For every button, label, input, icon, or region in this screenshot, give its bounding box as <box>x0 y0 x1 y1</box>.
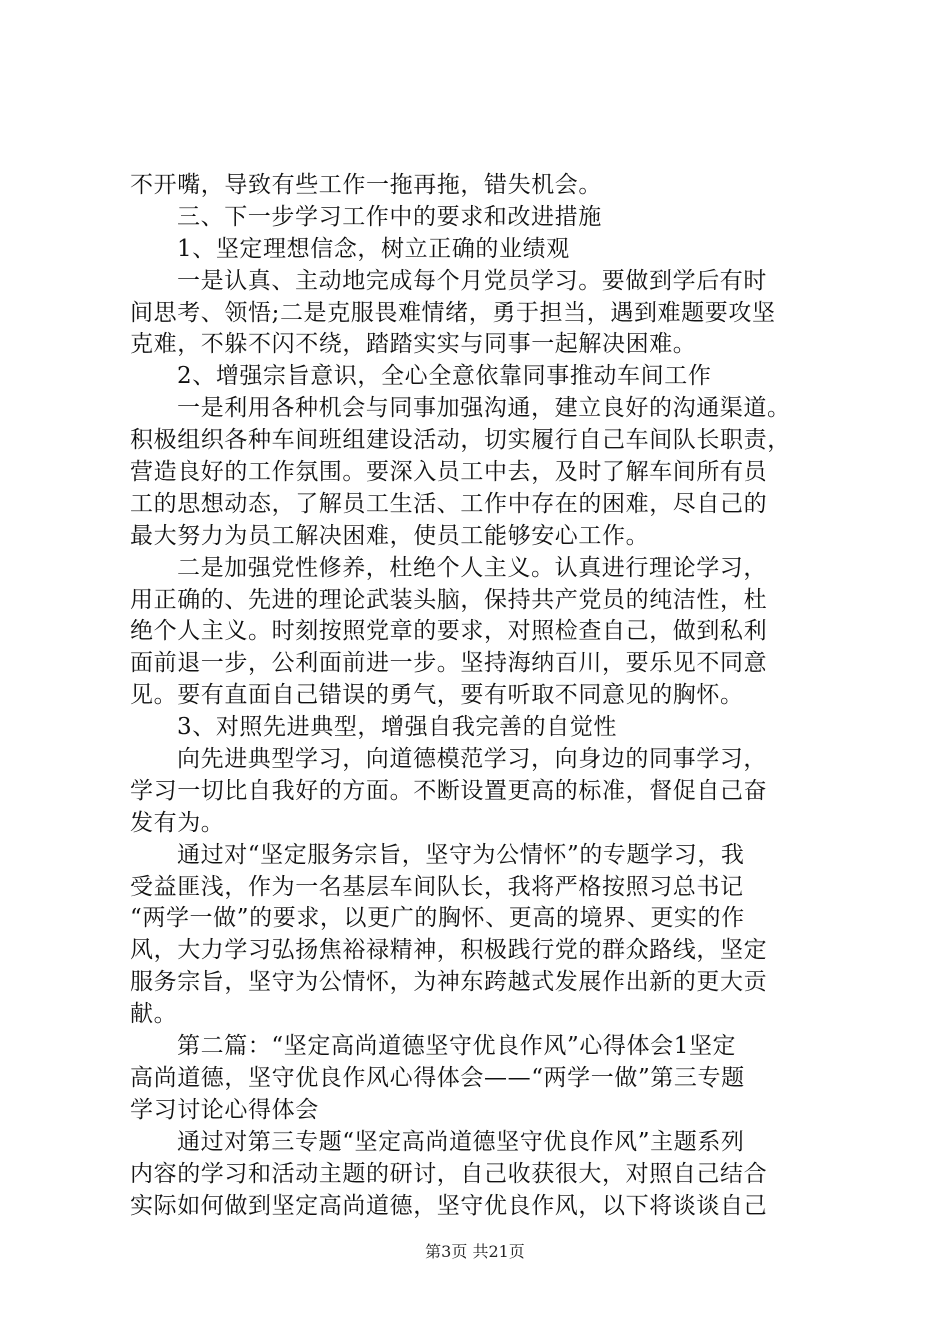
text-line: 二是加强党性修养，杜绝个人主义。认真进行理论学习， <box>177 554 767 581</box>
text-line: 绝个人主义。时刻按照党章的要求，对照检查自己，做到私利 <box>130 618 768 645</box>
text-line: 献。 <box>130 1001 178 1028</box>
text-line: 服务宗旨，坚守为公情怀，为神东跨越式发展作出新的更大贡 <box>130 969 768 996</box>
text-line: 1、坚定理想信念，树立正确的业绩观 <box>177 235 570 262</box>
text-line: 第二篇：“坚定高尚道德坚守优良作风”心得体会1坚定 <box>177 1033 737 1060</box>
text-line: 营造良好的工作氛围。要深入员工中去，及时了解车间所有员 <box>130 459 768 486</box>
page-number-footer: 第3页 共21页 <box>425 1242 525 1261</box>
text-line: 实际如何做到坚定高尚道德，坚守优良作风，以下将谈谈自己 <box>130 1192 768 1219</box>
text-line: 三、下一步学习工作中的要求和改进措施 <box>177 203 602 230</box>
text-line: 2、增强宗旨意识，全心全意依靠同事推动车间工作 <box>177 363 712 390</box>
document-body <box>130 170 830 1222</box>
text-line: 一是认真、主动地完成每个月党员学习。要做到学后有时 <box>177 267 767 294</box>
text-line: 不开嘴，导致有些工作一拖再拖，错失机会。 <box>130 172 602 198</box>
text-line: 面前退一步，公利面前进一步。坚持海纳百川，要乐见不同意 <box>130 650 768 677</box>
text-line: 积极组织各种车间班组建设活动，切实履行自己车间队长职责， <box>130 427 791 454</box>
text-line: 学习讨论心得体会 <box>130 1096 319 1123</box>
text-line: 克难，不躲不闪不绕，踏踏实实与同事一起解决困难。 <box>130 331 697 358</box>
text-line: 最大努力为员工解决困难，使员工能够安心工作。 <box>130 522 650 549</box>
text-line: 发有为。 <box>130 809 225 836</box>
text-line: 见。要有直面自己错误的勇气，要有听取不同意见的胸怀。 <box>130 682 744 709</box>
text-line: 内容的学习和活动主题的研讨，自己收获很大，对照自己结合 <box>130 1160 768 1187</box>
text-line: 学习一切比自我好的方面。不断设置更高的标准，督促自己奋 <box>130 777 768 804</box>
text-line: 间思考、领悟;二是克服畏难情绪，勇于担当，遇到难题要攻坚 <box>130 299 776 326</box>
text-line: 工的思想动态，了解员工生活、工作中存在的困难，尽自己的 <box>130 490 768 517</box>
text-line: 向先进典型学习，向道德模范学习，向身边的同事学习， <box>177 746 767 773</box>
text-line: 高尚道德，坚守优良作风心得体会——“两学一做”第三专题 <box>130 1064 745 1091</box>
text-line: 风，大力学习弘扬焦裕禄精神，积极践行党的群众路线，坚定 <box>130 937 768 964</box>
text-line: 受益匪浅，作为一名基层车间队长，我将严格按照习总书记 <box>130 873 744 900</box>
text-line: “两学一做”的要求，以更广的胸怀、更高的境界、更实的作 <box>130 905 745 932</box>
text-line: 一是利用各种机会与同事加强沟通，建立良好的沟通渠道。 <box>177 395 791 422</box>
text-line: 通过对第三专题“坚定高尚道德坚守优良作风”主题系列 <box>177 1128 745 1155</box>
text-line: 用正确的、先进的理论武装头脑，保持共产党员的纯洁性，杜 <box>130 586 768 613</box>
text-line: 3、对照先进典型，增强自我完善的自觉性 <box>177 714 618 741</box>
text-line: 通过对“坚定服务宗旨，坚守为公情怀”的专题学习，我 <box>177 841 745 868</box>
